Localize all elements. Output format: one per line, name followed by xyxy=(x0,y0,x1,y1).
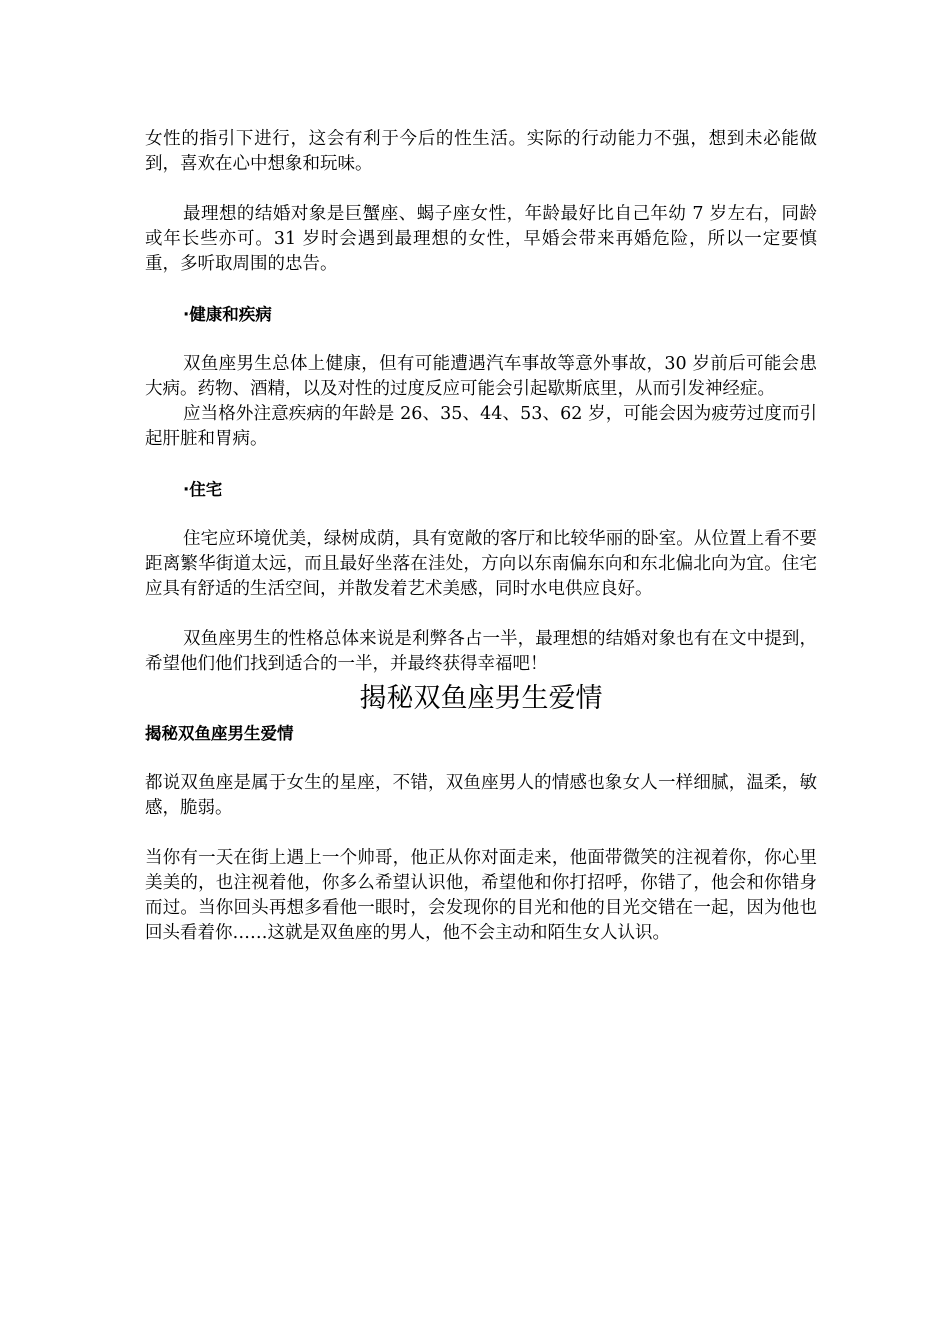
summary-paragraph: 双鱼座男生的性格总体来说是利弊各占一半，最理想的结婚对象也有在文中提到，希望他们他们找到适合的一半，并最终获得幸福吧！ xyxy=(145,629,817,674)
article-paragraph-1: 都说双鱼座是属于女生的星座，不错，双鱼座男人的情感也象女人一样细腻，温柔，敏感，脆弱。 xyxy=(145,773,817,818)
marriage-paragraph: 最理想的结婚对象是巨蟹座、蝎子座女性，年龄最好比自己年幼 7 岁左右，同龄或年长些亦可。31 岁时会遇到最理想的女性，早婚会带来再婚危险，所以一定要慎重，多听取周围的忠告。 xyxy=(145,204,817,274)
document-page xyxy=(145,127,817,946)
residence-heading: ·住宅 xyxy=(183,480,223,499)
article-paragraph-2: 当你有一天在街上遇上一个帅哥，他正从你对面走来，他面带微笑的注视着你，你心里美美的，也注视着他，你多么希望认识他，希望他和你打招呼，你错了，他会和你错身而过。当你回头再想多看他一眼时，会发现你的目光和他的目光交错在一起，因为他也回头看着你……这就是双鱼座的男人，他不会主动和陌生女人认识。 xyxy=(145,848,817,943)
health-paragraph-2: 应当格外注意疾病的年龄是 26、35、44、53、62 岁，可能会因为疲劳过度而引起肝脏和胃病。 xyxy=(145,404,817,449)
article-subtitle: 揭秘双鱼座男生爱情 xyxy=(145,724,294,743)
residence-paragraph: 住宅应环境优美，绿树成荫，具有宽敞的客厅和比较华丽的卧室。从位置上看不要距离繁华街道太远，而且最好坐落在洼处，方向以东南偏东向和东北偏北向为宜。住宅应具有舒适的生活空间，并散发着艺术美感，同时水电供应良好。 xyxy=(145,529,817,599)
health-heading: ·健康和疾病 xyxy=(183,305,272,324)
health-paragraph-1: 双鱼座男生总体上健康，但有可能遭遇汽车事故等意外事故，30 岁前后可能会患大病。药物、酒精，以及对性的过度反应可能会引起歇斯底里，从而引发神经症。 xyxy=(145,354,817,399)
article-title: 揭秘双鱼座男生爱情 xyxy=(359,683,603,714)
continued-paragraph: 女性的指引下进行，这会有利于今后的性生活。实际的行动能力不强，想到未必能做到，喜欢在心中想象和玩味。 xyxy=(145,129,817,174)
